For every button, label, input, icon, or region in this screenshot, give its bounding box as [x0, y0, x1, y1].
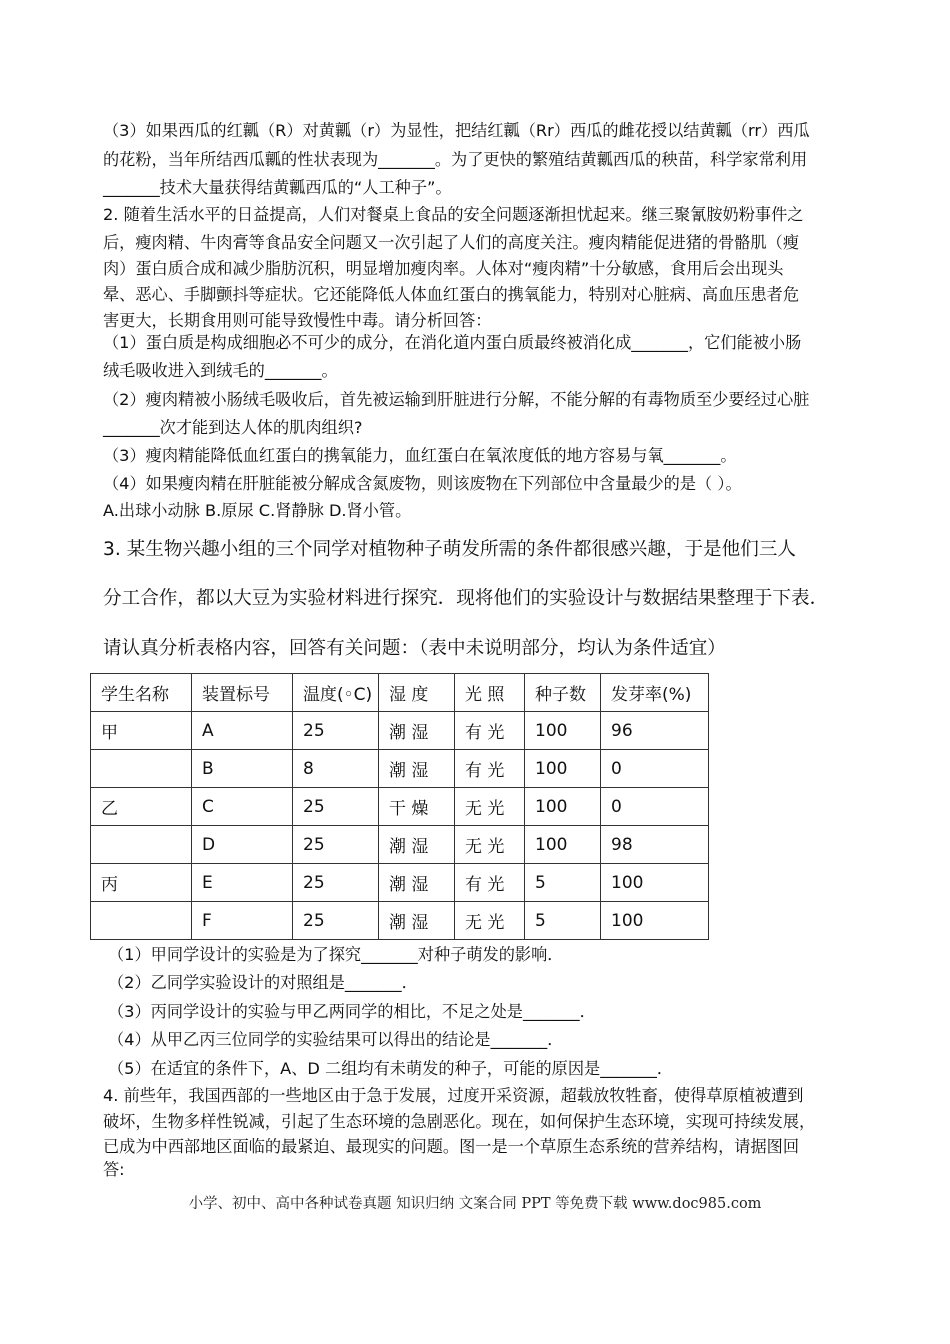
q2-line-2: 后，瘦肉精、牛肉膏等食品安全问题又一次引起了人们的高度关注。瘦肉精能促进猪的骨骼肌（瘦	[103, 233, 800, 252]
table-cell: 甲	[91, 712, 192, 750]
table-cell: 乙	[91, 788, 192, 826]
table-cell: 100	[525, 712, 601, 750]
table-cell: E	[192, 864, 293, 902]
page-footer: 小学、初中、高中各种试卷真题 知识归纳 文案合同 PPT 等免费下载 www.doc985.com	[188, 1196, 762, 1212]
table-cell: 0	[601, 788, 709, 826]
table-cell: 干 燥	[379, 788, 455, 826]
table-cell: 有 光	[455, 750, 525, 788]
header-cell: 温度(◦C)	[293, 674, 379, 712]
q4-line-4: 答:	[103, 1160, 125, 1179]
table-cell: 8	[293, 750, 379, 788]
q3-sub5: （5）在适宜的条件下，A、D 二组均有未萌发的种子，可能的原因是_______．	[108, 1059, 674, 1078]
q4-line-1: 4. 前些年，我国西部的一些地区由于急于发展，过度开采资源，超载放牧牲畜，使得草原植被遭到	[103, 1086, 804, 1105]
table-cell: 98	[601, 826, 709, 864]
table-cell	[91, 750, 192, 788]
table-header-row	[91, 674, 709, 712]
table-cell: 潮 湿	[379, 750, 455, 788]
header-cell: 光 照	[455, 674, 525, 712]
table-cell: 丙	[91, 864, 192, 902]
q1-part3-line-1: （3）如果西瓜的红瓤（R）对黄瓤（r）为显性，把结红瓤（Rr）西瓜的雌花授以结黄瓤（rr）西瓜	[103, 121, 810, 140]
q2-line-1: 2. 随着生活水平的日益提高，人们对餐桌上食品的安全问题逐渐担忧起来。继三聚氰胺奶粉事件之	[103, 205, 804, 224]
q2-line-5: 害更大，长期食用则可能导致慢性中毒。请分析回答：	[103, 311, 492, 330]
table-cell: 25	[293, 826, 379, 864]
table-row	[91, 864, 709, 902]
header-cell: 湿 度	[379, 674, 455, 712]
q3-intro-line-1: 3. 某生物兴趣小组的三个同学对植物种子萌发所需的条件都很感兴趣，于是他们三人	[103, 539, 797, 560]
table-cell: A	[192, 712, 293, 750]
table-cell: 无 光	[455, 902, 525, 940]
table-cell: 无 光	[455, 826, 525, 864]
q1-part3-line-2: 的花粉，当年所结西瓜瓤的性状表现为_______。为了更快的繁殖结黄瓤西瓜的秧苗，科学家常利用	[103, 150, 808, 169]
q2-options-line: A.出球小动脉 B.原尿 C.肾静脉 D.肾小管。	[103, 501, 412, 520]
table-cell: 0	[601, 750, 709, 788]
header-cell: 发芽率(%)	[601, 674, 709, 712]
q3-intro-line-2: 分工合作，都以大豆为实验材料进行探究．现将他们的实验设计与数据结果整理于下表．	[103, 588, 829, 609]
table-cell: 潮 湿	[379, 864, 455, 902]
table-cell: D	[192, 826, 293, 864]
q2-sub1-line-2: 绒毛吸收进入到绒毛的_______。	[103, 361, 338, 380]
q2-sub4-line: （4）如果瘦肉精在肝脏能被分解成含氮废物，则该废物在下列部位中含量最少的是（ ）。	[103, 474, 742, 493]
q3-sub1: （1）甲同学设计的实验是为了探究_______对种子萌发的影响．	[108, 945, 564, 964]
table-cell: 100	[601, 902, 709, 940]
q4-line-3: 已成为中西部地区面临的最紧迫、最现实的问题。图一是一个草原生态系统的营养结构，请据图回	[103, 1137, 800, 1156]
table-cell: 5	[525, 864, 601, 902]
table-cell: 25	[293, 864, 379, 902]
q3-sub4: （4）从甲乙丙三位同学的实验结果可以得出的结论是_______．	[108, 1030, 564, 1049]
table-row	[91, 712, 709, 750]
q3-intro-line-3: 请认真分析表格内容，回答有关问题：（表中未说明部分，均认为条件适宜）	[103, 638, 726, 659]
q2-line-4: 晕、恶心、手脚颤抖等症状。它还能降低人体血红蛋白的携氧能力，特别对心脏病、高血压患者危	[103, 285, 800, 304]
header-cell: 种子数	[525, 674, 601, 712]
table-cell: 潮 湿	[379, 826, 455, 864]
q2-sub2-line-2: _______次才能到达人体的肌肉组织?	[103, 418, 363, 437]
table-row	[91, 788, 709, 826]
table-cell: 100	[525, 826, 601, 864]
q2-sub1-line-1: （1）蛋白质是构成细胞必不可少的成分，在消化道内蛋白质最终被消化成_______，它们能被小肠	[103, 333, 802, 352]
q2-sub3-line: （3）瘦肉精能降低血红蛋白的携氧能力，血红蛋白在氧浓度低的地方容易与氧_______。	[103, 446, 737, 465]
table-cell: 有 光	[455, 712, 525, 750]
table-cell: 25	[293, 902, 379, 940]
table-cell: 有 光	[455, 864, 525, 902]
table-cell: F	[192, 902, 293, 940]
q2-sub2-line-1: （2）瘦肉精被小肠绒毛吸收后，首先被运输到肝脏进行分解，不能分解的有毒物质至少要经过心脏	[103, 390, 810, 409]
q3-sub3: （3）丙同学设计的实验与甲乙两同学的相比，不足之处是_______．	[108, 1002, 596, 1021]
table-cell: 25	[293, 712, 379, 750]
q4-line-2: 破坏，生物多样性锐减，引起了生态环境的急剧恶化。现在，如何保护生态环境，实现可持续发展，	[103, 1112, 816, 1131]
table-cell: B	[192, 750, 293, 788]
experiment-table	[90, 673, 709, 940]
table-cell: 潮 湿	[379, 902, 455, 940]
header-cell: 学生名称	[91, 674, 192, 712]
table-row	[91, 902, 709, 940]
table-cell: 潮 湿	[379, 712, 455, 750]
table-cell: 100	[601, 864, 709, 902]
table-cell: 96	[601, 712, 709, 750]
table-cell	[91, 826, 192, 864]
q1-part3-line-3: _______技术大量获得结黄瓤西瓜的“人工种子”。	[103, 178, 452, 197]
q3-sub2: （2）乙同学实验设计的对照组是_______．	[108, 973, 418, 992]
table-cell: 100	[525, 750, 601, 788]
q2-line-3: 肉）蛋白质合成和减少脂肪沉积，明显增加瘦肉率。人体对“瘦肉精”十分敏感，食用后会出现头	[103, 259, 784, 278]
table-cell: 无 光	[455, 788, 525, 826]
table-cell: C	[192, 788, 293, 826]
table-cell: 5	[525, 902, 601, 940]
table-row	[91, 826, 709, 864]
table-cell	[91, 902, 192, 940]
table-cell: 100	[525, 788, 601, 826]
header-cell: 装置标号	[192, 674, 293, 712]
table-row	[91, 750, 709, 788]
table-cell: 25	[293, 788, 379, 826]
